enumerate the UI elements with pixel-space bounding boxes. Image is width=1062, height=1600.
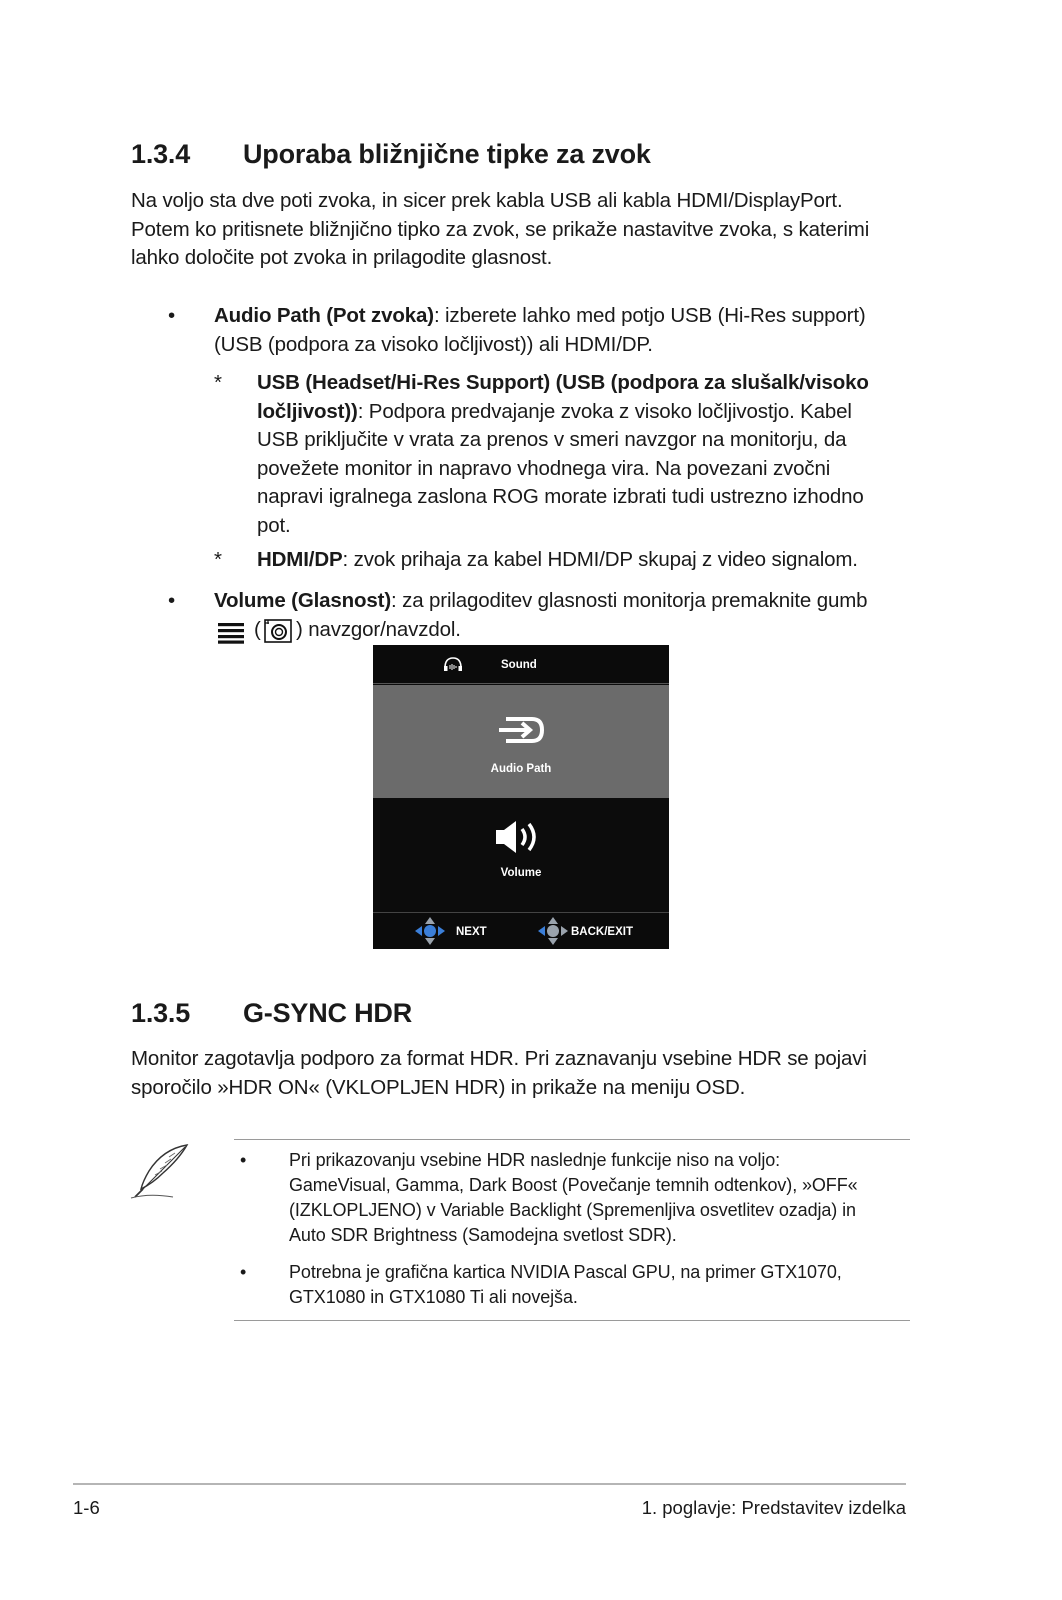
bullet-mark: •: [240, 1262, 247, 1282]
section-title: Uporaba bližnjične tipke za zvok: [243, 139, 651, 169]
osd-back-exit-label[interactable]: BACK/EXIT: [571, 926, 633, 938]
note-1-line-3: (IZKLOPLJENO) v Variable Backlight (Spremenljiva osvetlitev ozadja) in: [289, 1200, 856, 1220]
usb-desc-line-6: pot.: [257, 513, 291, 537]
bullet-mark: •: [168, 589, 176, 612]
menu-button-icon: [218, 622, 244, 653]
section-title: G-SYNC HDR: [243, 998, 413, 1028]
joystick-button-icon: [264, 619, 292, 652]
audio-path-desc-2: (USB (podpora za visoko ločljivost)) ali HDMI/DP.: [214, 332, 653, 356]
volume-open-paren: (: [254, 617, 261, 641]
hdr-intro-line-1: Monitor zagotavlja podporo za format HDR. Pri zaznavanju vsebine HDR se pojavi: [131, 1047, 867, 1070]
osd-next-label[interactable]: NEXT: [456, 926, 487, 938]
volume-desc-1: : za prilagoditev glasnosti monitorja premaknite gumb: [391, 589, 868, 612]
sub-mark: *: [214, 548, 222, 571]
usb-desc-line-2: : Podpora predvajanje zvoka z visoko ločljivostjo. Kabel: [357, 399, 852, 423]
osd-header-label: Sound: [501, 659, 537, 671]
note-1-line-4: Auto SDR Brightness (Samodejna svetlost SDR).: [289, 1225, 677, 1245]
page-number: 1-6: [73, 1497, 100, 1518]
note-2-line-1: Potrebna je grafična kartica NVIDIA Pascal GPU, na primer GTX1070,: [289, 1262, 842, 1282]
osd-header: [373, 645, 669, 684]
osd-item-audio-path[interactable]: [373, 685, 669, 798]
note-1-line-1: Pri prikazovanju vsebine HDR naslednje funkcije niso na voljo:: [289, 1150, 781, 1170]
osd-footer: [373, 912, 669, 949]
volume-term: Volume (Glasnost): [214, 589, 392, 612]
speaker-icon: [494, 818, 544, 861]
intro-line-1: Na voljo sta dve poti zvoka, in sicer prek kabla USB ali kabla HDMI/DisplayPort.: [131, 189, 843, 212]
usb-desc-line-3: USB priključite v vrata za prenos v smeri navzgor na monitorju, da: [257, 428, 847, 451]
hdr-intro-line-2: sporočilo »HDR ON« (VKLOPLJEN HDR) in prikaže na meniju OSD.: [131, 1075, 746, 1099]
intro-line-2: Potem ko pritisnete bližnjično tipko za zvok, se prikaže nastavitve zvoka, s katerimi: [131, 217, 870, 241]
bullet-mark: •: [240, 1150, 247, 1170]
osd-sound-menu: [373, 645, 669, 948]
usb-term-line-1: USB (Headset/Hi-Res Support) (USB (podpora za slušalk/visoko: [257, 371, 869, 394]
bullet-volume: [168, 587, 928, 647]
section-number: 1.3.4: [131, 139, 191, 169]
joystick-icon: [414, 916, 446, 951]
note-bottom-rule: [234, 1320, 910, 1321]
hdmi-desc: : zvok prihaja za kabel HDMI/DP skupaj z video signalom.: [342, 548, 858, 571]
hdr-intro-paragraph: [131, 1045, 931, 1102]
hdmi-term: HDMI/DP: [257, 548, 343, 571]
sub-item-hdmi: [214, 546, 914, 576]
feather-pen-icon: [129, 1143, 191, 1206]
section-heading-1-3-4: [131, 138, 651, 170]
bullet-mark: •: [168, 304, 176, 327]
intro-paragraph: [131, 187, 931, 273]
bullet-audio-path: [168, 302, 928, 362]
volume-desc-2: ) navzgor/navzdol.: [296, 617, 461, 641]
audio-path-desc-1: : izberete lahko med potjo USB (Hi-Res support): [433, 304, 866, 327]
usb-desc-line-4: povežete monitor in napravo vhodnega vira. Na povezani zvočni: [257, 456, 831, 480]
osd-volume-label: Volume: [500, 867, 542, 879]
note-2-line-2: GTX1080 in GTX1080 Ti ali novejša.: [289, 1287, 578, 1307]
usb-desc-line-5: napravi igralnega zaslona ROG morate izbrati tudi ustrezno izhodno: [257, 485, 864, 508]
note-top-rule: [234, 1139, 910, 1140]
headphone-icon: [443, 656, 463, 677]
audio-path-icon: [496, 713, 546, 752]
osd-audio-path-label: Audio Path: [490, 763, 552, 775]
sub-item-usb: [214, 369, 914, 544]
footer-rule: [73, 1483, 906, 1485]
sub-mark: *: [214, 371, 222, 394]
section-number: 1.3.5: [131, 998, 191, 1028]
note-1-line-2: GameVisual, Gamma, Dark Boost (Povečanje temnih odtenkov), »OFF«: [289, 1175, 858, 1195]
audio-path-term: Audio Path (Pot zvoka): [214, 304, 434, 327]
joystick-icon: [537, 916, 569, 951]
usb-term-line-2: ločljivost)): [257, 399, 358, 423]
chapter-title: 1. poglavje: Predstavitev izdelka: [641, 1497, 906, 1518]
intro-line-3: lahko določite pot zvoka in prilagodite glasnost.: [131, 246, 553, 269]
osd-item-volume[interactable]: [373, 798, 669, 911]
section-heading-1-3-5: [131, 997, 412, 1029]
